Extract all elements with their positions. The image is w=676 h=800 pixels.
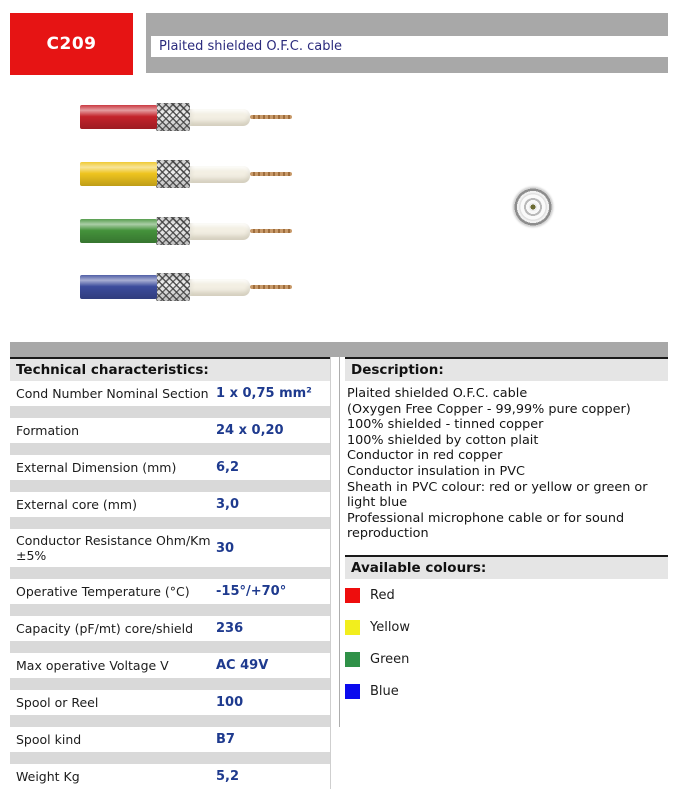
- row-value: 1 x 0,75 mm²: [216, 386, 312, 401]
- row-label: Formation: [16, 423, 80, 438]
- table-row: [10, 381, 330, 406]
- row-value: 30: [216, 540, 235, 556]
- cable-braid-shield: [156, 103, 190, 131]
- description-text: [345, 381, 668, 542]
- cable-photo-blue: [80, 273, 292, 301]
- table-row: [10, 616, 330, 641]
- description-line: (Oxygen Free Copper - 99,99% pure copper): [347, 401, 631, 417]
- row-label: Weight Kg: [16, 769, 80, 784]
- description-line: Professional microphone cable or for sound reproduction: [347, 510, 625, 542]
- table-row: [10, 690, 330, 715]
- colour-list: [345, 579, 668, 699]
- row-value: 3,0: [216, 497, 240, 512]
- product-code: C209: [46, 34, 97, 54]
- row-label: Max operative Voltage V: [16, 658, 169, 673]
- row-value: AC 49V: [216, 658, 269, 673]
- row-separator: [10, 641, 330, 653]
- row-label: Cond Number Nominal Section: [16, 386, 209, 401]
- row-value: 24 x 0,20: [216, 423, 284, 438]
- row-separator: [10, 752, 330, 764]
- title-bar: [146, 13, 668, 73]
- colour-label: Blue: [370, 683, 399, 699]
- table-row: [10, 653, 330, 678]
- table-row: [10, 529, 330, 567]
- colour-label: Yellow: [370, 619, 411, 635]
- yellow-swatch: [345, 620, 360, 635]
- colour-label: Green: [370, 651, 410, 667]
- row-label: Conductor Resistance Ohm/Km ±5%: [16, 533, 211, 563]
- row-value: 100: [216, 695, 244, 710]
- description-line: 100% shielded - tinned copper: [347, 417, 544, 433]
- cable-dielectric: [190, 279, 250, 296]
- technical-characteristics-heading: Technical characteristics:: [10, 357, 330, 381]
- row-label: External Dimension (mm): [16, 460, 177, 475]
- colour-item-blue: [345, 684, 668, 699]
- row-separator: [10, 406, 330, 418]
- title-strip: [151, 36, 668, 57]
- row-label: Spool kind: [16, 732, 82, 747]
- description-line: Plaited shielded O.F.C. cable: [347, 386, 528, 401]
- cable-braid-shield: [156, 273, 190, 301]
- description-line: Sheath in PVC colour: red or yellow or green or light blue: [347, 479, 648, 511]
- row-label: Spool or Reel: [16, 695, 99, 710]
- row-value: -15°/+70°: [216, 584, 287, 599]
- product-code-box: [10, 13, 133, 75]
- technical-characteristics-panel: [10, 357, 331, 789]
- cable-jacket-green: [80, 219, 157, 243]
- page-title: Plaited shielded O.F.C. cable: [159, 39, 343, 54]
- row-separator: [10, 480, 330, 492]
- cable-jacket-red: [80, 105, 157, 129]
- cable-copper-conductor: [250, 115, 292, 119]
- row-separator: [10, 678, 330, 690]
- row-label: Operative Temperature (°C): [16, 584, 190, 599]
- table-row: [10, 492, 330, 517]
- table-row: [10, 418, 330, 443]
- section-divider-bar: [10, 342, 668, 357]
- table-row: [10, 455, 330, 480]
- colour-item-red: [345, 588, 668, 603]
- cable-photo-green: [80, 217, 292, 245]
- cable-copper-conductor: [250, 285, 292, 289]
- cable-braid-shield: [156, 160, 190, 188]
- description-line: Conductor in red copper: [347, 448, 503, 464]
- content-panels: [10, 357, 668, 789]
- row-separator: [10, 443, 330, 455]
- table-row: [10, 579, 330, 604]
- cable-dielectric: [190, 109, 250, 126]
- description-heading: Description:: [345, 357, 668, 381]
- row-separator: [10, 517, 330, 529]
- colour-label: Red: [370, 587, 395, 603]
- row-separator: [10, 715, 330, 727]
- description-line: Conductor insulation in PVC: [347, 463, 525, 479]
- row-value: 5,2: [216, 769, 240, 784]
- table-row: [10, 764, 330, 789]
- colour-item-green: [345, 652, 668, 667]
- cable-jacket-yellow: [80, 162, 157, 186]
- red-swatch: [345, 588, 360, 603]
- row-separator: [10, 604, 330, 616]
- colour-item-yellow: [345, 620, 668, 635]
- cable-copper-conductor: [250, 229, 292, 233]
- description-line: 100% shielded by cotton plait: [347, 432, 539, 448]
- row-label: Capacity (pF/mt) core/shield: [16, 621, 194, 636]
- cable-dielectric: [190, 166, 250, 183]
- row-value: 6,2: [216, 460, 240, 475]
- cable-photo-red: [80, 103, 292, 131]
- row-value: 236: [216, 621, 244, 636]
- cable-jacket-blue: [80, 275, 157, 299]
- table-row: [10, 727, 330, 752]
- cable-dielectric: [190, 223, 250, 240]
- blue-swatch: [345, 684, 360, 699]
- row-label: External core (mm): [16, 497, 137, 512]
- cable-cross-section-photo: [513, 187, 553, 227]
- cable-braid-shield: [156, 217, 190, 245]
- available-colours-heading: Available colours:: [345, 555, 668, 579]
- description-panel: [339, 357, 668, 727]
- row-value: B7: [216, 732, 235, 747]
- cable-photo-yellow: [80, 160, 292, 188]
- row-separator: [10, 567, 330, 579]
- cable-copper-conductor: [250, 172, 292, 176]
- green-swatch: [345, 652, 360, 667]
